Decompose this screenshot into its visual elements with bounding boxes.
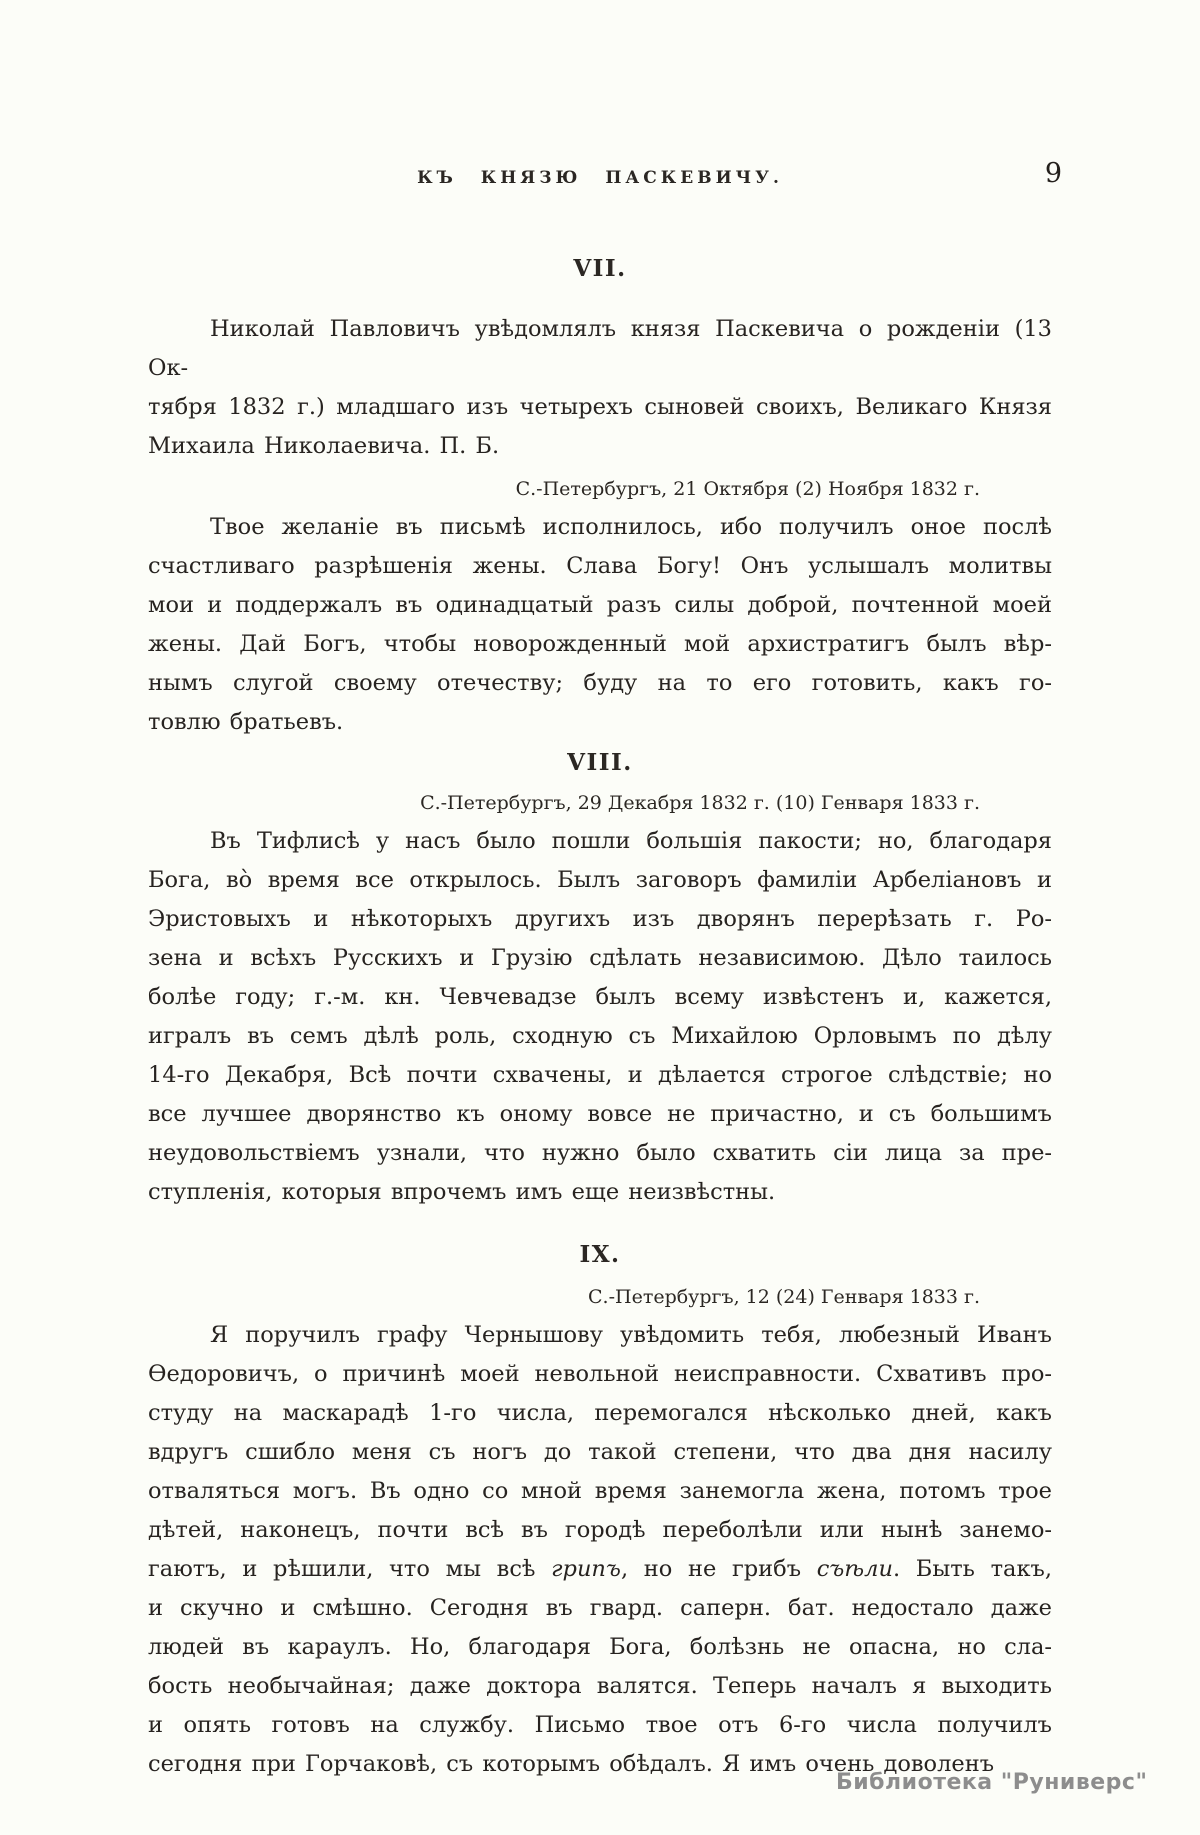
text-line: и скучно и смѣшно. Сегодня въ гвард. саперн. бат. недостало даже [148, 1595, 1052, 1621]
text-line: счастливаго разрѣшенія жены. Слава Богу! Онъ услышалъ молитвы [148, 553, 1052, 579]
text-line: игралъ въ семъ дѣлѣ роль, сходную съ Михайлою Орловымъ по дѣлу [148, 1023, 1052, 1049]
section-ix [148, 1238, 1052, 1784]
text-line: Бога, во̀ время все открылось. Былъ заговоръ фамиліи Арбеліановъ и [148, 867, 1052, 893]
page-header [148, 158, 1062, 196]
letter-body-vii [148, 508, 1052, 742]
text-line: студу на маскарадѣ 1-го числа, перемогался нѣсколько дней, какъ [148, 1400, 1052, 1426]
text-line: Михаила Николаевича. П. Б. [148, 433, 500, 459]
text-line: сегодня при Горчаковѣ, съ которымъ обѣдалъ. Я имъ очень доволенъ [148, 1751, 995, 1777]
library-watermark: Библиотека "Руниверс" [836, 1770, 1148, 1795]
text-line: 14-го Декабря, Всѣ почти схвачены, и дѣлается строгое слѣдствіе; но [148, 1062, 1052, 1088]
editorial-note-vii [148, 310, 1052, 466]
text-line: людей въ караулъ. Но, благодаря Бога, болѣзнь не опасна, но сла- [148, 1634, 1052, 1660]
text-line: все лучшее дворянство къ оному вовсе не причастно, и съ большимъ [148, 1101, 1052, 1127]
text-line: дѣтей, наконецъ, почти всѣ въ городѣ переболѣли или нынѣ занемо- [148, 1517, 1052, 1543]
section-ix-heading: IX. [579, 1241, 621, 1268]
text-line: Твое желаніе въ письмѣ исполнилось, ибо получилъ оное послѣ [210, 514, 1052, 540]
section-vii [148, 252, 1052, 742]
italic-word: грипъ [551, 1556, 621, 1582]
text-line: Ѳедоровичъ, о причинѣ моей невольной неисправности. Схвативъ про- [148, 1361, 1052, 1387]
text-line: болѣе году; г.-м. кн. Чевчевадзе былъ всему извѣстенъ и, кажется, [148, 984, 1052, 1010]
section-vii-heading: VII. [573, 255, 627, 282]
text-line: отваляться могъ. Въ одно со мной время занемогла жена, потомъ трое [148, 1478, 1052, 1504]
letter-body-viii [148, 822, 1052, 1212]
text-line: мои и поддержалъ въ одинадцатый разъ силы доброй, почтенной моей [148, 592, 1052, 618]
text-line: зена и всѣхъ Русскихъ и Грузію сдѣлать независимою. Дѣло таилось [148, 945, 1052, 971]
text-line: товлю братьевъ. [148, 709, 344, 735]
text-line: гаютъ, и рѣшили, что мы всѣ грипъ, но не грибъ съѣли. Быть такъ, [148, 1556, 1052, 1582]
text-line: Въ Тифлисѣ у насъ было пошли большія пакости; но, благодаря [210, 828, 1052, 854]
text-line: неудовольствіемъ узнали, что нужно было схватить сіи лица за пре- [148, 1140, 1052, 1166]
italic-word: съѣли [816, 1556, 893, 1582]
dateline-viii: С.-Петербургъ, 29 Декабря 1832 г. (10) Генваря 1833 г. [420, 792, 980, 814]
text-line: нымъ слугой своему отечеству; буду на то его готовить, какъ го- [148, 670, 1052, 696]
text-line: Я поручилъ графу Чернышову увѣдомить тебя, любезный Иванъ [210, 1322, 1052, 1348]
page-number: 9 [1044, 158, 1062, 189]
text-line: тября 1832 г.) младшаго изъ четырехъ сыновей своихъ, Великаго Князя [148, 394, 1052, 420]
text-line: бость необычайная; даже доктора валятся. Теперь началъ я выходить [148, 1673, 1052, 1699]
text-line: жены. Дай Богъ, чтобы новорожденный мой архистратигъ былъ вѣр- [148, 631, 1052, 657]
running-head-title: КЪ КНЯЗЮ ПАСКЕВИЧУ. [417, 168, 783, 188]
text-line: Эристовыхъ и нѣкоторыхъ другихъ изъ дворянъ перерѣзать г. Ро- [148, 906, 1052, 932]
letter-body-ix [148, 1316, 1052, 1784]
text-line: вдругъ сшибло меня съ ногъ до такой степени, что два дня насилу [148, 1439, 1052, 1465]
text-line: ступленія, которыя впрочемъ имъ еще неизвѣстны. [148, 1179, 776, 1205]
dateline-ix: С.-Петербургъ, 12 (24) Генваря 1833 г. [588, 1286, 980, 1308]
text-line: и опять готовъ на службу. Письмо твое отъ 6-го числа получилъ [148, 1712, 1052, 1738]
section-viii-heading: VIII. [567, 749, 633, 776]
text-line: Николай Павловичъ увѣдомлялъ князя Паскевича о рожденіи (13 Ок- [148, 316, 1052, 381]
dateline-vii: С.-Петербургъ, 21 Октября (2) Ноября 1832 г. [515, 478, 980, 500]
section-viii [148, 746, 1052, 1212]
